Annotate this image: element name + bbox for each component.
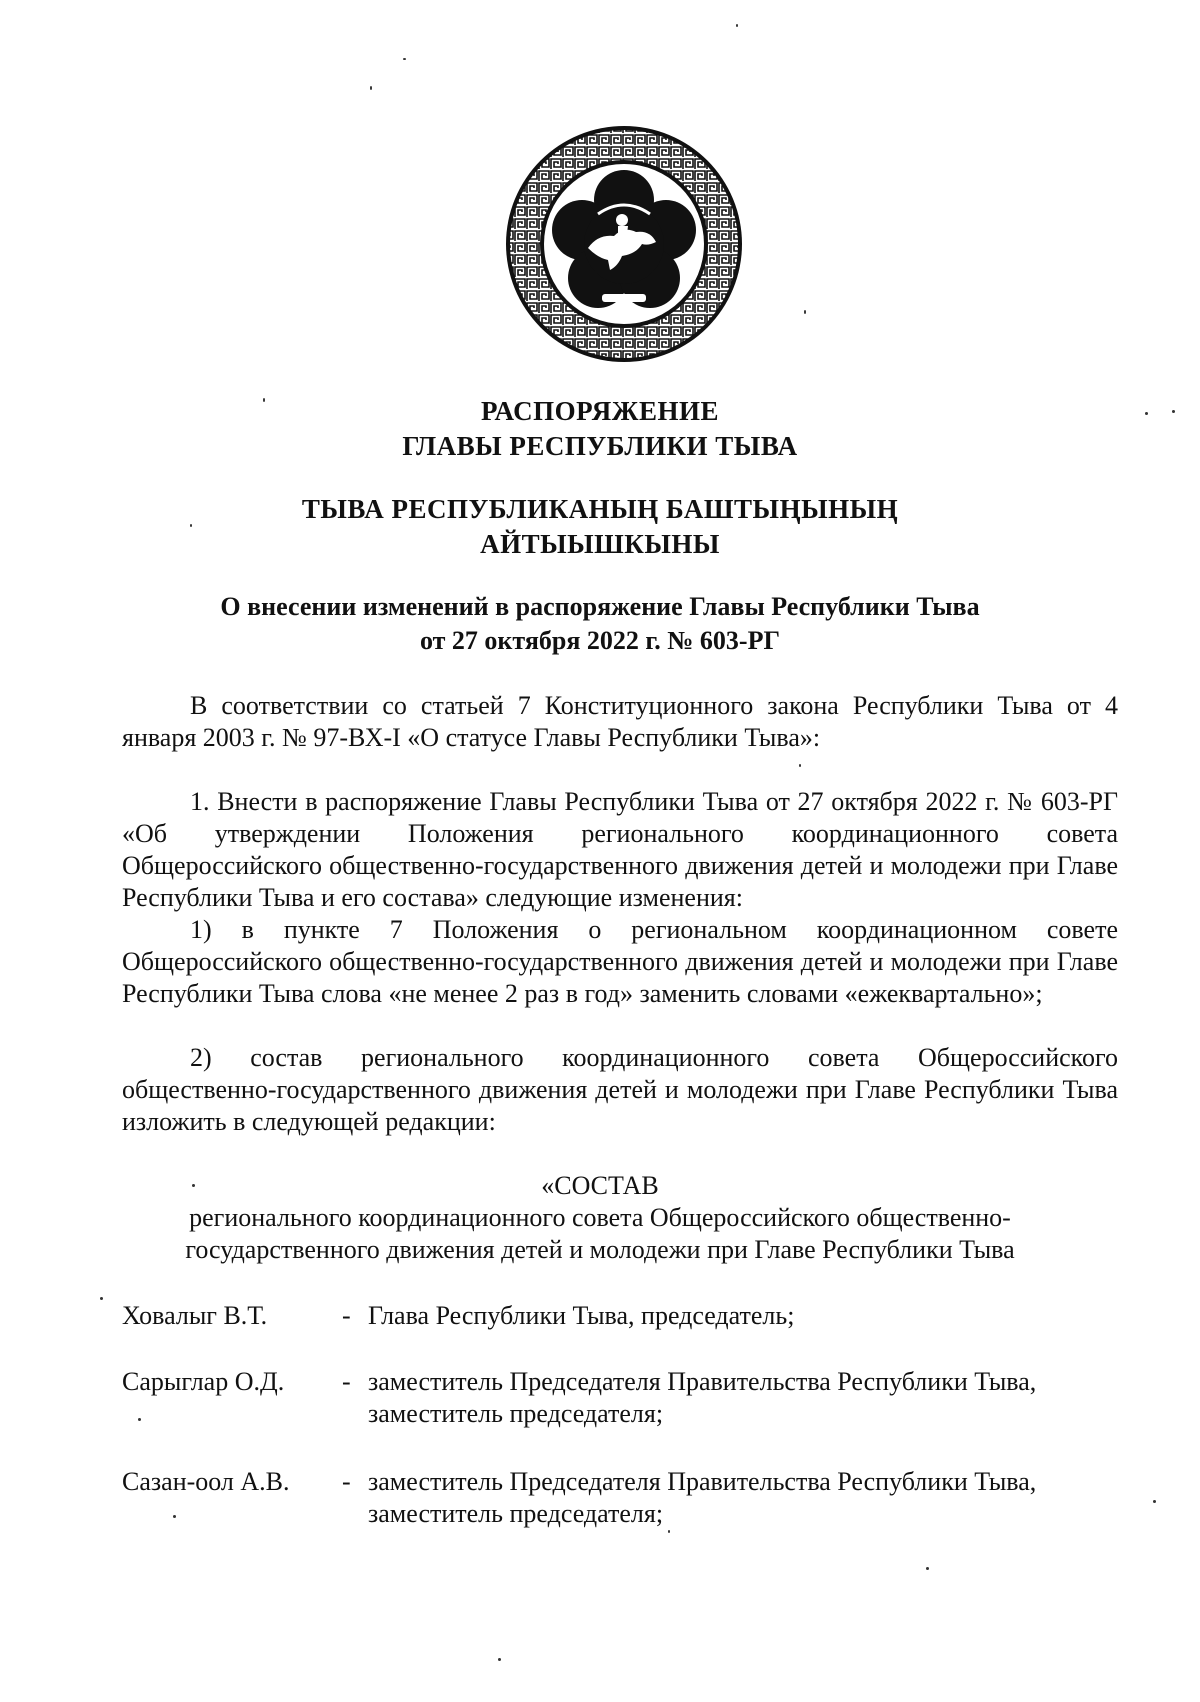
scan-speck <box>926 1567 929 1570</box>
sostav-subheading-line2: государственного движения детей и молодежи при Главе Республики Тыва <box>185 1235 1015 1264</box>
scan-speck <box>263 398 265 402</box>
member-name: Сарыглар О.Д. <box>122 1367 285 1396</box>
scan-speck <box>736 24 738 27</box>
scan-speck <box>173 1515 176 1518</box>
item1-text: 1. Внести в распоряжение Главы Республики Тыва от 27 октября 2022 г. № 603-РГ «Об утверждении Положения регионального координационного совета Общероссийского общественно-государственного движения детей и молодежи при Главе Республики Тыва и его состава» следующие изменения: <box>122 787 1118 912</box>
scan-speck <box>370 86 372 90</box>
document-title-line1: РАСПОРЯЖЕНИЕ <box>480 396 720 426</box>
member-dash: - <box>342 1467 351 1496</box>
scan-speck <box>799 764 801 767</box>
subject-line2: от 27 октября 2022 г. № 603-РГ <box>419 626 780 655</box>
item1-1-text: 1) в пункте 7 Положения о региональном координационном совете Общероссийского общественно-государственного движения детей и молодежи при Главе Республики Тыва слова «не менее 2 раз в год» заменить словами «ежеквартально»; <box>122 915 1118 1008</box>
preamble-text: В соответствии со статьей 7 Конституционного закона Республики Тыва от 4 января 2003 г. № 97-ВХ-I «О статусе Главы Республики Тыва»: <box>122 691 1118 752</box>
scan-speck <box>190 524 192 527</box>
scan-speck <box>804 310 806 314</box>
member-role: Глава Республики Тыва, председатель; <box>368 1301 795 1330</box>
item1-2-text: 2) состав регионального координационного совета Общероссийского общественно-государственного движения детей и молодежи при Главе Республики Тыва изложить в следующей редакции: <box>122 1043 1118 1136</box>
scan-speck <box>100 1297 103 1300</box>
member-dash: - <box>342 1301 351 1330</box>
item1-1-paragraph <box>122 914 1118 1010</box>
member-role: заместитель Председателя Правительства Республики Тыва, заместитель председателя; <box>368 1367 1037 1428</box>
subject-line1: О внесении изменений в распоряжение Главы Республики Тыва <box>220 592 980 621</box>
sostav-heading: «СОСТАВ <box>541 1171 659 1200</box>
scan-speck <box>192 1184 195 1187</box>
document-title-line2: ГЛАВЫ РЕСПУБЛИКИ ТЫВА <box>402 431 798 461</box>
tuvan-title-line2: АЙТЫЫШКЫНЫ <box>480 529 720 559</box>
item1-paragraph <box>122 786 1118 914</box>
item1-2-paragraph <box>122 1042 1118 1138</box>
scan-speck <box>1153 1500 1156 1503</box>
scan-speck <box>1145 412 1148 415</box>
sostav-subheading-line1: регионального координационного совета Общероссийского общественно- <box>189 1203 1011 1232</box>
scan-speck <box>498 1658 501 1661</box>
member-dash: - <box>342 1367 351 1396</box>
tuva-coat-of-arms-icon <box>502 122 746 366</box>
scan-speck <box>1172 410 1175 413</box>
scan-speck <box>138 1418 141 1421</box>
member-name: Ховалыг В.Т. <box>122 1301 268 1330</box>
member-role: заместитель Председателя Правительства Республики Тыва, заместитель председателя; <box>368 1467 1037 1528</box>
tuvan-title-line1: ТЫВА РЕСПУБЛИКАНЫҢ БАШТЫҢЫНЫҢ <box>301 494 899 524</box>
member-name: Сазан-оол А.В. <box>122 1467 290 1496</box>
scan-speck <box>403 58 406 60</box>
scan-speck <box>668 1530 670 1533</box>
preamble-paragraph <box>122 690 1118 754</box>
